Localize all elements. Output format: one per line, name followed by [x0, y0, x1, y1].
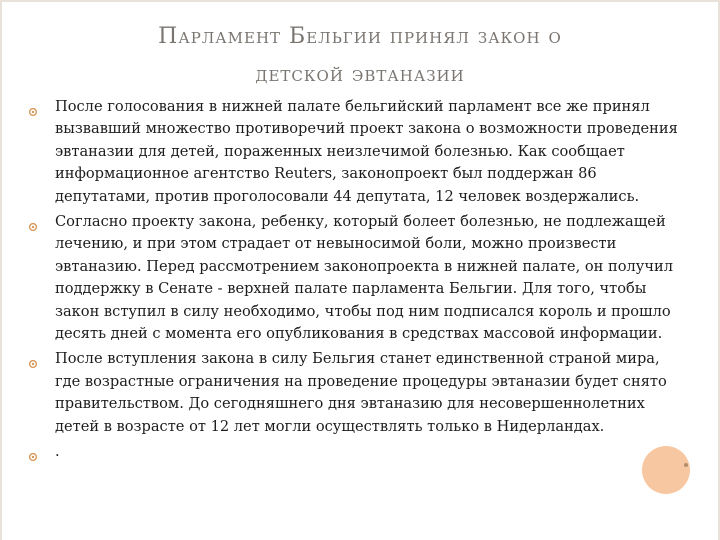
slide-title-line-1: Парламент Бельгии принял закон о [158, 24, 562, 49]
bullet-item [28, 441, 678, 463]
radial-sun-bullet-icon [28, 102, 38, 112]
bullet-list [28, 96, 678, 467]
slide-title [40, 18, 680, 94]
bullet-text: После вступления закона в силу Бельгия станет единственной страной мира, где возрастные ограничения на проведение процедуры эвтаназии будет снято правительством. До сегодняшнего дня эвтаназию для несовершеннолетних детей в возрасте от 12 лет могли осуществлять только в Нидерландах. [55, 350, 667, 435]
bullet-item [28, 211, 678, 345]
bullet-text: Согласно проекту закона, ребенку, который болеет болезнью, не подлежащей лечению, и при этом страдает от невыносимой боли, можно произвести эвтаназию. Перед рассмотрением законопроекта в нижней палате, он получил поддержку в Сенате - верхней палате парламента Бельгии. Для того, чтобы закон вступил в силу необходимо, чтобы под ним подписался король и прошло десять дней с момента его опубликования в средствах массовой информации. [55, 213, 674, 343]
radial-sun-bullet-icon [28, 447, 38, 457]
slide-border-top [0, 0, 720, 2]
slide-border-left [0, 0, 2, 540]
bullet-item [28, 96, 678, 208]
decorative-dot [684, 463, 688, 467]
bullet-text: После голосования в нижней палате бельгийский парламент все же принял вызвавший множество противоречий проект закона о возможности проведения эвтаназии для детей, пораженных неизлечимой болезнью. Как сообщает информационное агентство Reuters, законопроект был поддержан 86 депутатами, против проголосовали 44 депутата, 12 человек воздержались. [55, 98, 678, 205]
slide-title-line-2: детской эвтаназии [255, 62, 465, 87]
bullet-text: . [55, 443, 60, 461]
radial-sun-bullet-icon [28, 354, 38, 364]
bullet-item [28, 348, 678, 438]
decorative-circle [642, 446, 690, 494]
radial-sun-bullet-icon [28, 217, 38, 227]
